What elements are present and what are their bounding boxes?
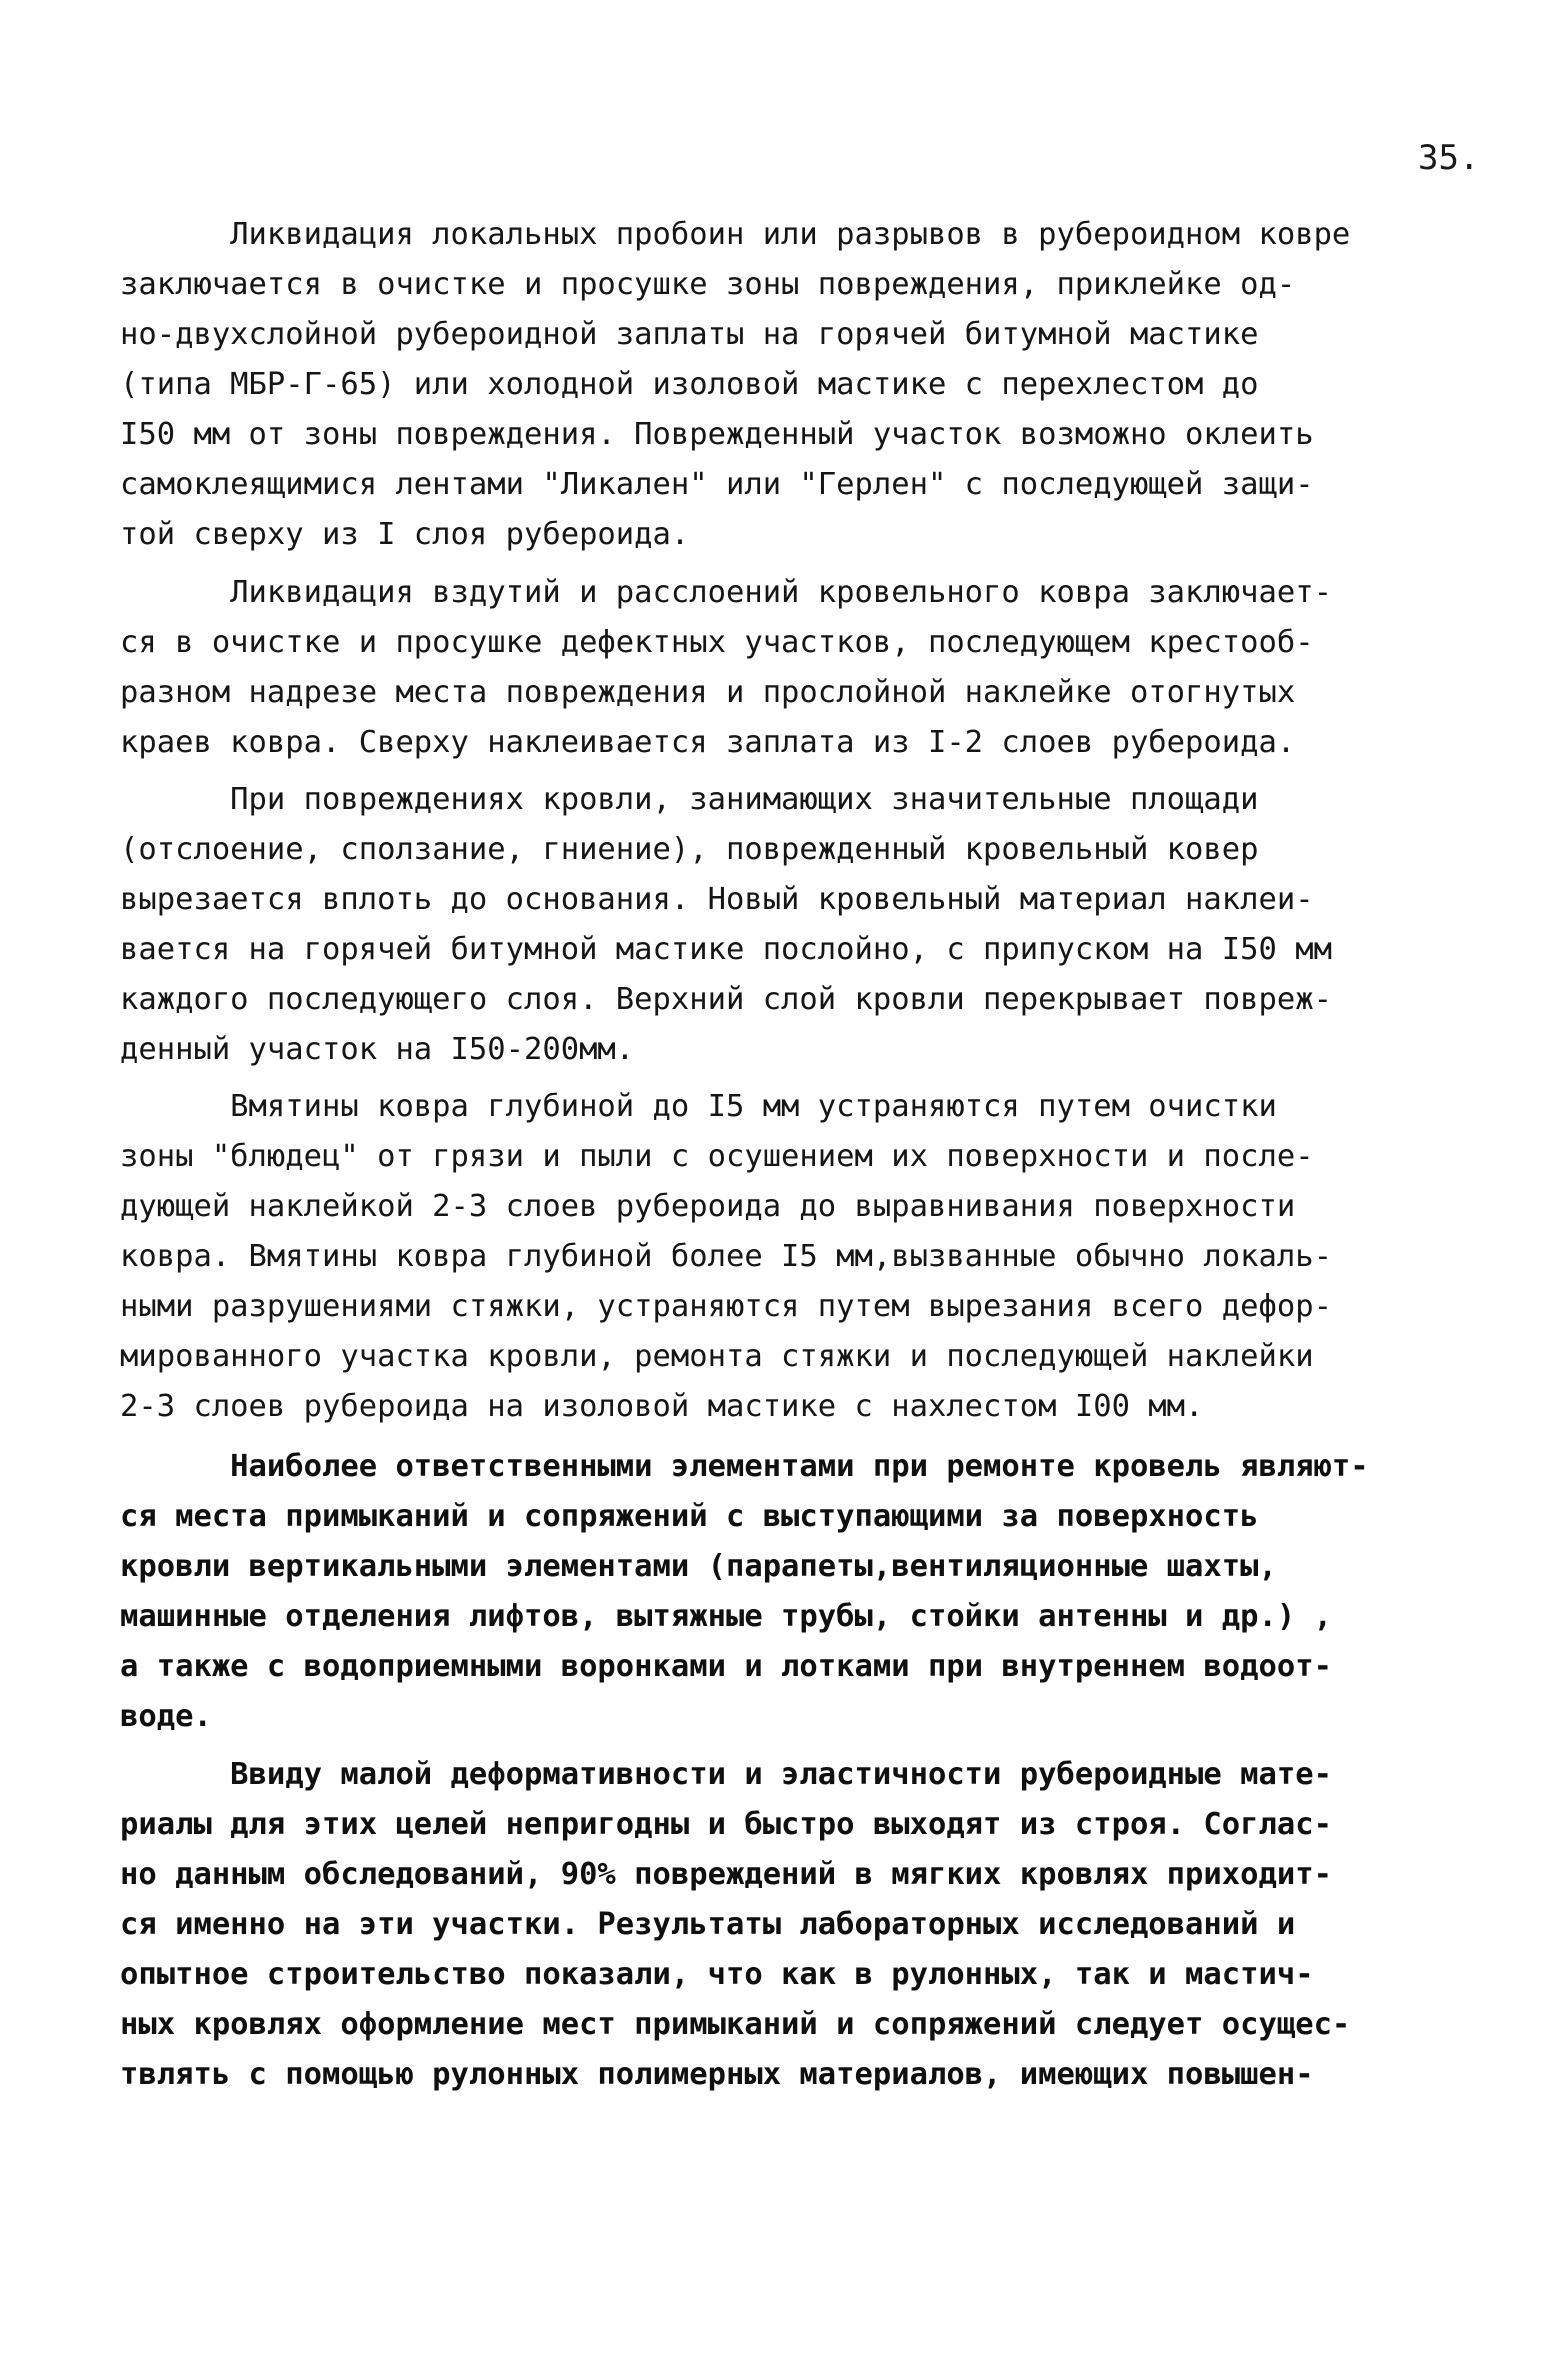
text-line: машинные отделения лифтов, вытяжные трубы, стойки антенны и др.) , [120,1599,1332,1634]
text-line: мированного участка кровли, ремонта стяжки и последующей наклейки [120,1339,1314,1374]
text-line: Ввиду малой деформативности и эластичности рубероидные мате- [120,1757,1332,1792]
text-line: зоны "блюдец" от грязи и пыли с осушением их поверхности и после- [120,1139,1314,1174]
text-line: но-двухслойной рубероидной заплаты на горячей битумной мастике [120,317,1259,352]
text-line: Ликвидация вздутий и расслоений кровельного ковра заключает- [120,575,1332,610]
text-line: воде. [120,1699,212,1734]
text-line: дующей наклейкой 2-3 слоев рубероида до выравнивания поверхности [120,1189,1296,1224]
text-line: но данным обследований, 90% повреждений в мягких кровлях приходит- [120,1857,1332,1892]
page-number: 35. [1418,138,1480,178]
text-line: ными разрушениями стяжки, устраняются путем вырезания всего дефор- [120,1289,1332,1324]
text-line: вырезается вплоть до основания. Новый кровельный материал наклеи- [120,882,1314,917]
text-line: 2-3 слоев рубероида на изоловой мастике с нахлестом I00 мм. [120,1389,1204,1424]
text-line: (типа МБР-Г-65) или холодной изоловой мастике с перехлестом до [120,367,1259,402]
text-line: кровли вертикальными элементами (парапеты,вентиляционные шахты, [120,1549,1277,1584]
text-line: той сверху из I слоя рубероида. [120,517,690,552]
text-line: каждого последующего слоя. Верхний слой кровли перекрывает повреж- [120,982,1332,1017]
text-line: денный участок на I50-200мм. [120,1032,635,1067]
text-line: (отслоение, сползание, гниение), поврежденный кровельный ковер [120,832,1259,867]
text-line: Ликвидация локальных пробоин или разрывов в рубероидном ковре [120,217,1351,252]
text-line: ковра. Вмятины ковра глубиной более I5 мм,вызванные обычно локаль- [120,1239,1332,1274]
text-line: заключается в очистке и просушке зоны повреждения, приклейке од- [120,267,1296,302]
text-line: I50 мм от зоны повреждения. Поврежденный участок возможно оклеить [120,417,1314,452]
text-line: самоклеящимися лентами "Ликален" или "Герлен" с последующей защи- [120,467,1314,502]
text-line: вается на горячей битумной мастике послойно, с припуском на I50 мм [120,932,1332,967]
text-line: разном надрезе места повреждения и прослойной наклейке отогнутых [120,675,1296,710]
text-line: а также с водоприемными воронками и лотками при внутреннем водоот- [120,1649,1332,1684]
text-line: Вмятины ковра глубиной до I5 мм устраняются путем очистки [120,1089,1277,1124]
text-line: ся в очистке и просушке дефектных участков, последующем крестооб- [120,625,1314,660]
text-line: ся места примыканий и сопряжений с выступающими за поверхность [120,1499,1259,1534]
text-line: При повреждениях кровли, занимающих значительные площади [120,782,1259,817]
text-line: ся именно на эти участки. Результаты лабораторных исследований и [120,1907,1296,1942]
text-line: краев ковра. Сверху наклеивается заплата из I-2 слоев рубероида. [120,725,1296,760]
text-line: риалы для этих целей непригодны и быстро выходят из строя. Соглас- [120,1807,1332,1842]
text-line: твлять с помощью рулонных полимерных материалов, имеющих повышен- [120,2057,1314,2092]
text-line: опытное строительство показали, что как в рулонных, так и мастич- [120,1957,1314,1992]
text-line: Наиболее ответственными элементами при ремонте кровель являют- [120,1449,1369,1484]
text-line: ных кровлях оформление мест примыканий и сопряжений следует осущес- [120,2007,1351,2042]
